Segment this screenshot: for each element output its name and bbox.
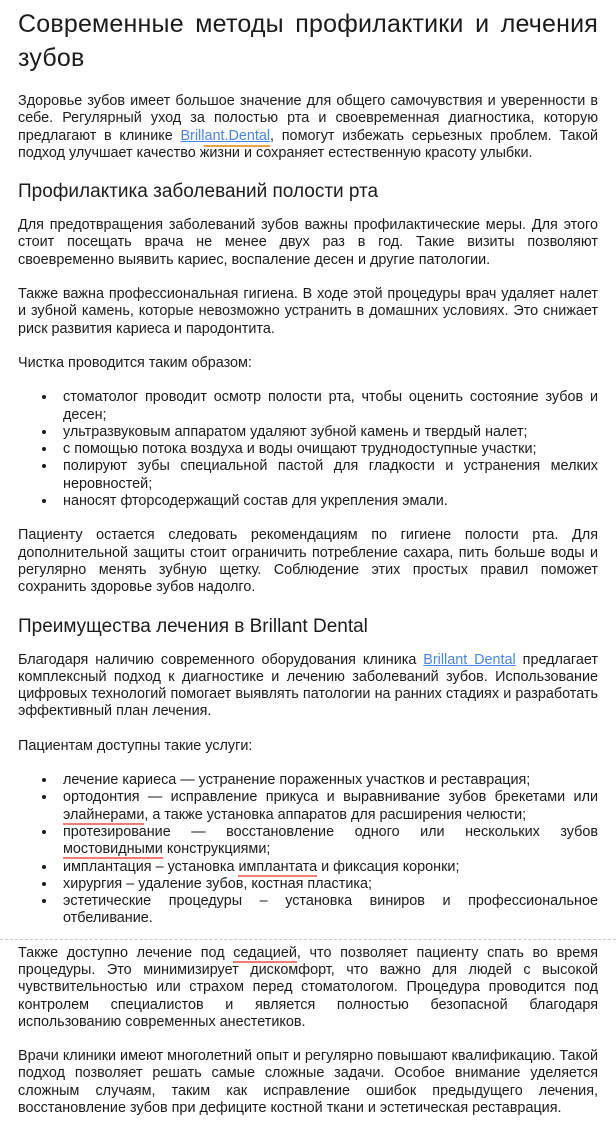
cleaning-list-intro: Чистка проводится таким образом: (18, 354, 252, 371)
list-item: • лечение кариеса — устранение пораженных участков и реставрация; (57, 772, 598, 789)
list-item: • с помощью потока воздуха и воды очищают труднодоступные участки; (57, 441, 598, 458)
list-item: • хирургия – удаление зубов, костная пластика; (57, 876, 598, 893)
doctors-paragraph: Врачи клиники имеют многолетний опыт и регулярно повышают квалификацию. Такой подход позволяет решать самые сложные задачи. Особое внимание уделяется сложным случаям, таким как исправление ошибок предыдущего лечения, восстановление зубов при дефиците костной ткани и эстетическая реставрация. (18, 1048, 598, 1117)
document-title: Современные методы профилактики и лечения зубов (18, 10, 598, 72)
intro-paragraph (18, 93, 598, 162)
intro-text-after-link: , помогут избежать серьезных проблем. Такой подход улучшает качество жизни и сохраняет естественную красоту улыбки. (18, 127, 598, 161)
prevention-paragraph-1: Для предотвращения заболеваний зубов важны профилактические меры. Для этого стоит посещать врача не менее двух раз в год. Такие визиты позволяют своевременно выявить кариес, воспаление десен и другие патологии. (18, 217, 598, 268)
list-item (57, 789, 598, 824)
link-text-plain: Brill (180, 127, 205, 144)
intro-text-before-link: Здоровье зубов имеет большое значение для общего самочувствия и уверенности в себе. Регулярный уход за полостью рта и своевременная диагностика, которую предлагают в клинике (18, 93, 598, 144)
page-break-divider (0, 939, 616, 940)
misspelled-word: элайнерами (63, 806, 145, 823)
advantages-paragraph-1 (18, 652, 598, 721)
prevention-paragraph-3: Пациенту остается следовать рекомендациям по гигиене полости рта. Для дополнительной защиты стоит ограничить потребление сахара, пить больше воды и регулярно менять зубную щетку. Соблюдение этих простых правил поможет сохранить здоровье зубов надолго. (18, 527, 598, 596)
link-text-grammar-underlined: ant.Dental (204, 128, 270, 147)
list-item (57, 859, 598, 876)
prevention-paragraph-2: Также важна профессиональная гигиена. В ходе этой процедуры врач удаляет налет и зубной камень, которые невозможно устранить в домашних условиях. Это снижает риск развития кариеса и пародонтита. (18, 286, 598, 337)
brillant-dental-link[interactable]: Brillant Dental (423, 651, 516, 668)
list-item-text: протезирование — восстановление одного или нескольких зубов (63, 823, 598, 840)
services-list (18, 772, 598, 928)
sedation-text-before: Также доступно лечение под (18, 944, 234, 961)
misspelled-word: мостовидными (63, 841, 163, 858)
list-item-text: конструкциями; (162, 841, 271, 858)
misspelled-word: имплантата (238, 858, 318, 875)
list-item-text: и фиксация коронки; (317, 858, 460, 875)
list-item-text: имплантация – установка (63, 858, 239, 875)
list-item-text: ортодонтия — исправление прикуса и выравнивание зубов брекетами или (63, 789, 598, 806)
advantages-text-before-link: Благодаря наличию современного оборудования клиника (18, 651, 424, 668)
list-item: • наносят фторсодержащий состав для укрепления эмали. (57, 493, 598, 510)
section-heading-advantages: Преимущества лечения в Brillant Dental (18, 615, 368, 637)
services-list-intro: Пациентам доступны такие услуги: (18, 737, 253, 754)
list-item: • ультразвуковым аппаратом удаляют зубной камень и твердый налет; (57, 424, 598, 441)
list-item: • стоматолог проводит осмотр полости рта, чтобы оценить состояние зубов и десен; (57, 389, 598, 424)
list-item (57, 824, 598, 859)
list-item: • полируют зубы специальной пастой для гладкости и устранения мелких неровностей; (57, 458, 598, 493)
sedation-text-after: , что позволяет пациенту спать во время процедуры. Это минимизирует дискомфорт, что важно для людей с высокой чувствительностью или страхом перед стоматологом. Процедура проводится под контролем специалистов и является полностью безопасной благодаря использованию современных анестетиков. (18, 944, 598, 1030)
brillant-dental-link[interactable] (180, 128, 270, 147)
misspelled-word: седацией (233, 944, 297, 961)
list-item-text: , а также установка аппаратов для расширения челюсти; (144, 806, 527, 823)
advantages-text-after-link: предлагает комплексный подход к диагностике и лечению заболеваний зубов. Использование цифровых технологий помогает выявлять патологии на ранних стадиях и разработать эффективный план лечения. (18, 651, 598, 720)
list-item: • эстетические процедуры – установка виниров и профессиональное отбеливание. (57, 893, 598, 928)
section-heading-prevention: Профилактика заболеваний полости рта (18, 181, 379, 203)
sedation-paragraph (18, 945, 598, 1031)
cleaning-steps-list (18, 389, 598, 510)
